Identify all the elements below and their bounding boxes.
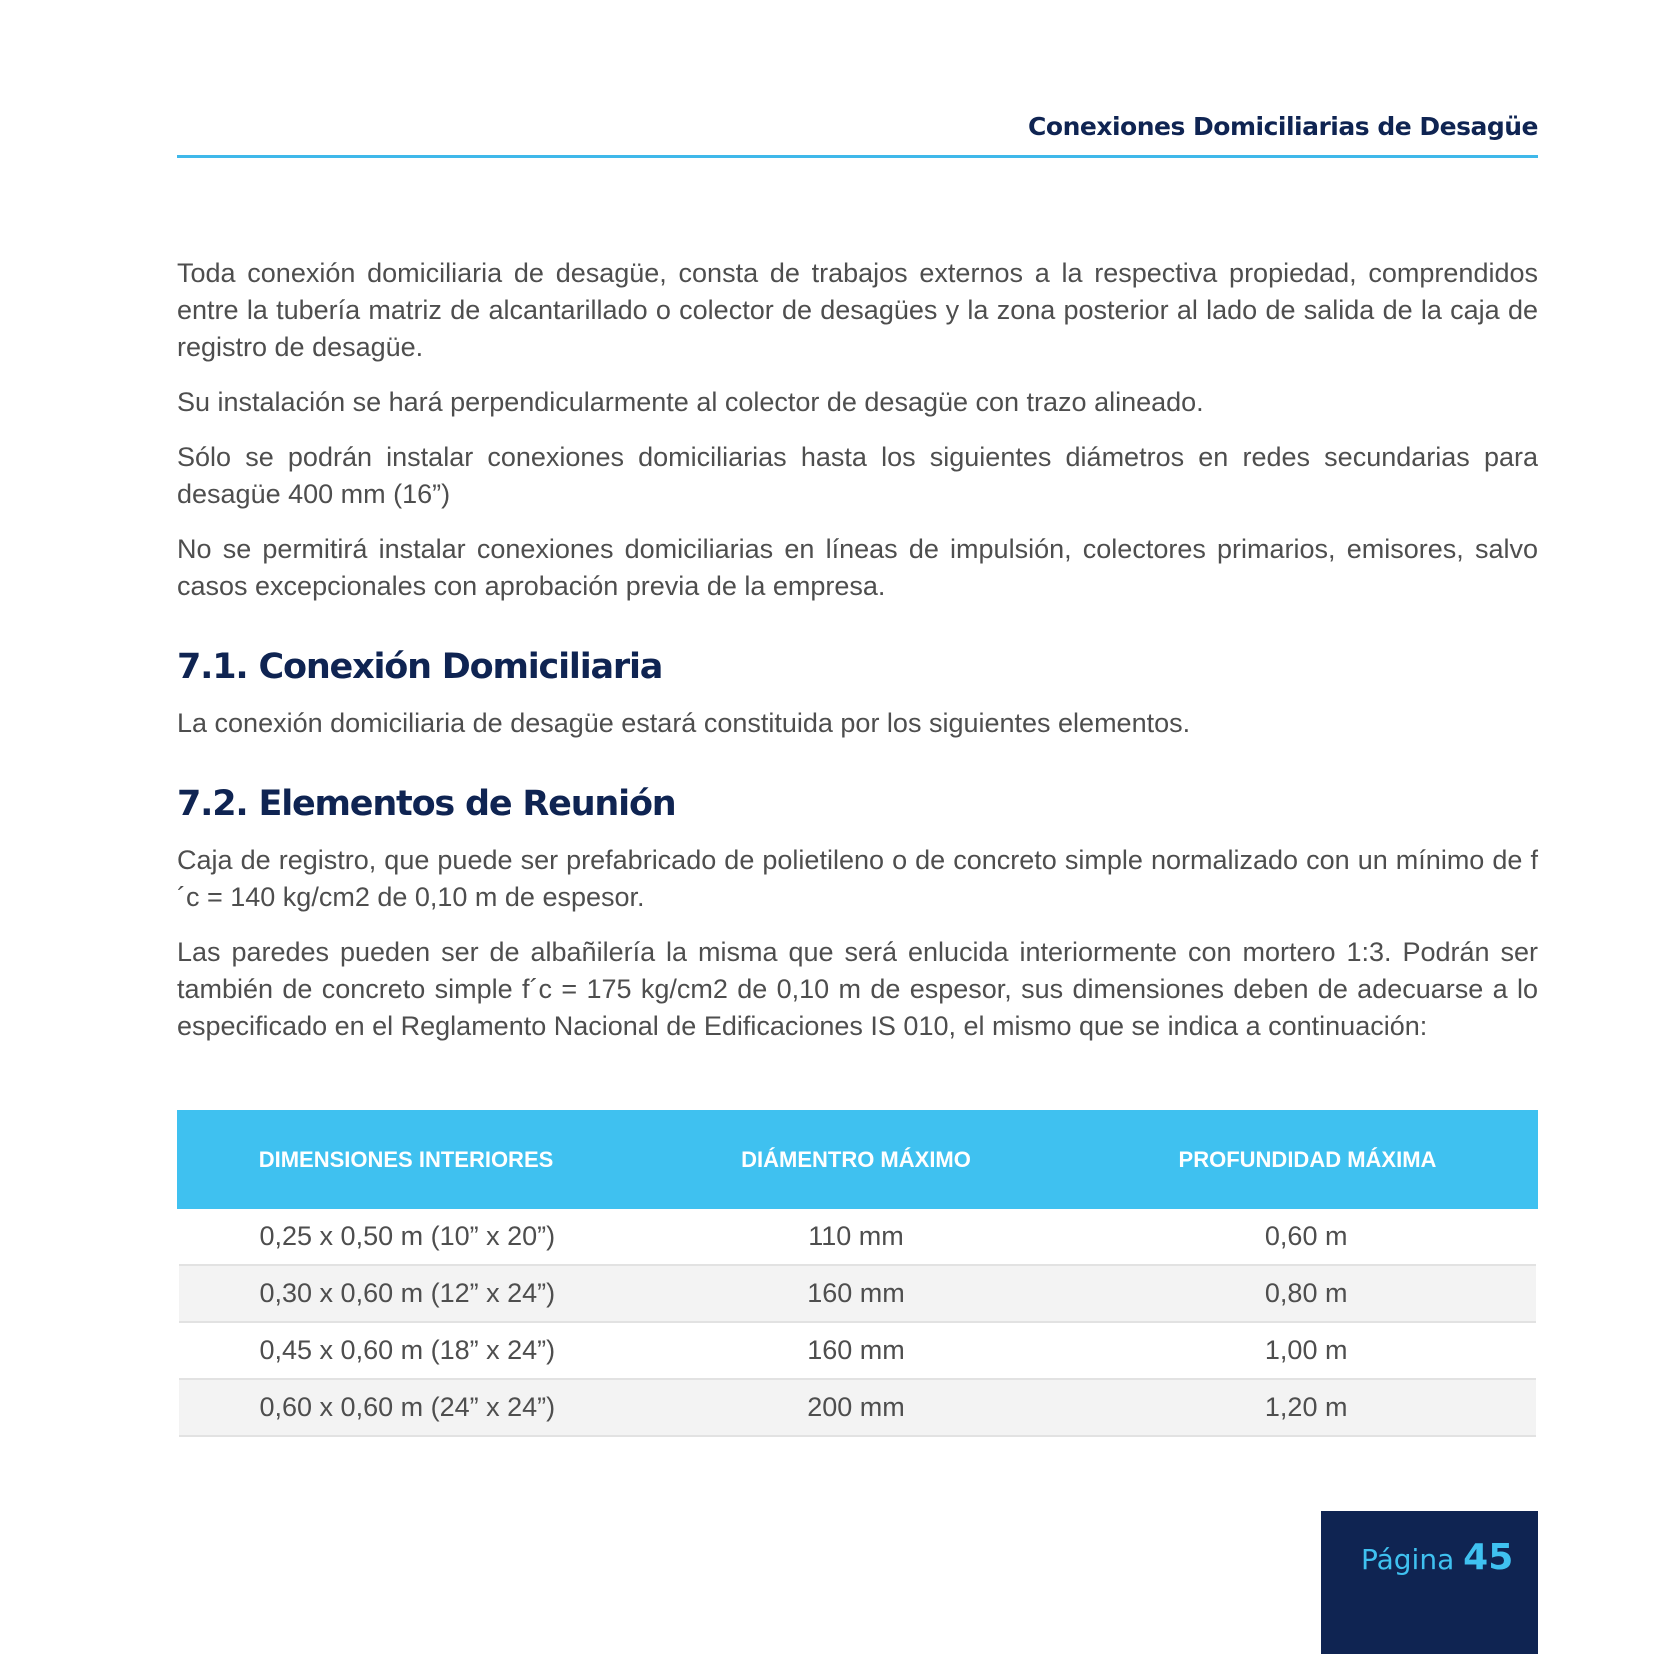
page-number-box [1321,1511,1538,1654]
table-row [179,1380,1536,1437]
column-header: DIÁMENTRO MÁXIMO [741,1146,971,1172]
intro-paragraph: Sólo se podrán instalar conexiones domiciliarias hasta los siguientes diámetros en redes secundarias para desagüe 400 mm (16”) [177,442,1538,509]
column-header: PROFUNDIDAD MÁXIMA [1178,1146,1437,1172]
table-cell: 160 mm [807,1278,905,1308]
section-text: Las paredes pueden ser de albañilería la misma que será enlucida interiormente con mortero 1:3. Podrán ser también de concreto simple f´c = 175 kg/cm2 de 0,10 m de espesor, sus dimensiones deben de adecuarse a lo especificado en el Reglamento Nacional de Edificaciones IS 010, el mismo que se indica a continuación: [177,937,1538,1041]
section-heading: 7.1. Conexión Domiciliaria [177,647,663,687]
intro-paragraph: Toda conexión domiciliaria de desagüe, consta de trabajos externos a la respectiva propiedad, comprendidos entre la tubería matriz de alcantarillado o colector de desagües y la zona posterior al lado de salida de la caja de registro de desagüe. [177,258,1538,362]
table-cell: 0,30 x 0,60 m (12” x 24”) [259,1278,556,1308]
header-title: Conexiones Domiciliarias de Desagüe [1028,112,1538,141]
column-header: DIMENSIONES INTERIORES [258,1146,554,1172]
intro-paragraph: No se permitirá instalar conexiones domiciliarias en líneas de impulsión, colectores primarios, emisores, salvo casos excepcionales con aprobación previa de la empresa. [177,534,1538,601]
table-cell: 0,80 m [1264,1278,1348,1308]
section-text: Caja de registro, que puede ser prefabricado de polietileno o de concreto simple normalizado con un mínimo de f´c = 140 kg/cm2 de 0,10 m de espesor. [177,845,1538,912]
table-cell: 1,00 m [1264,1335,1348,1365]
table-row [179,1323,1536,1380]
section-text: La conexión domiciliaria de desagüe estará constituida por los siguientes elementos. [177,708,1191,738]
table-row [179,1209,1536,1266]
header-divider [177,155,1538,158]
table-cell: 200 mm [807,1392,905,1422]
section-heading: 7.2. Elementos de Reunión [177,784,676,824]
table-cell: 160 mm [807,1335,905,1365]
table-cell: 0,45 x 0,60 m (18” x 24”) [259,1335,556,1365]
page-label: Página [1361,1543,1455,1576]
table-cell: 0,25 x 0,50 m (10” x 20”) [259,1221,556,1251]
page-number: 45 [1463,1537,1514,1578]
table-cell: 110 mm [808,1221,904,1251]
page-indicator [1361,1537,1513,1578]
intro-paragraph: Su instalación se hará perpendicularmente al colector de desagüe con trazo alineado. [177,387,1204,417]
table-cell: 0,60 x 0,60 m (24” x 24”) [259,1392,556,1422]
main-content [177,255,1538,1063]
table-cell: 0,60 m [1264,1221,1348,1251]
table-header [177,1110,1538,1209]
dimensions-table [177,1110,1538,1437]
table-cell: 1,20 m [1264,1392,1348,1422]
table-row [179,1266,1536,1323]
